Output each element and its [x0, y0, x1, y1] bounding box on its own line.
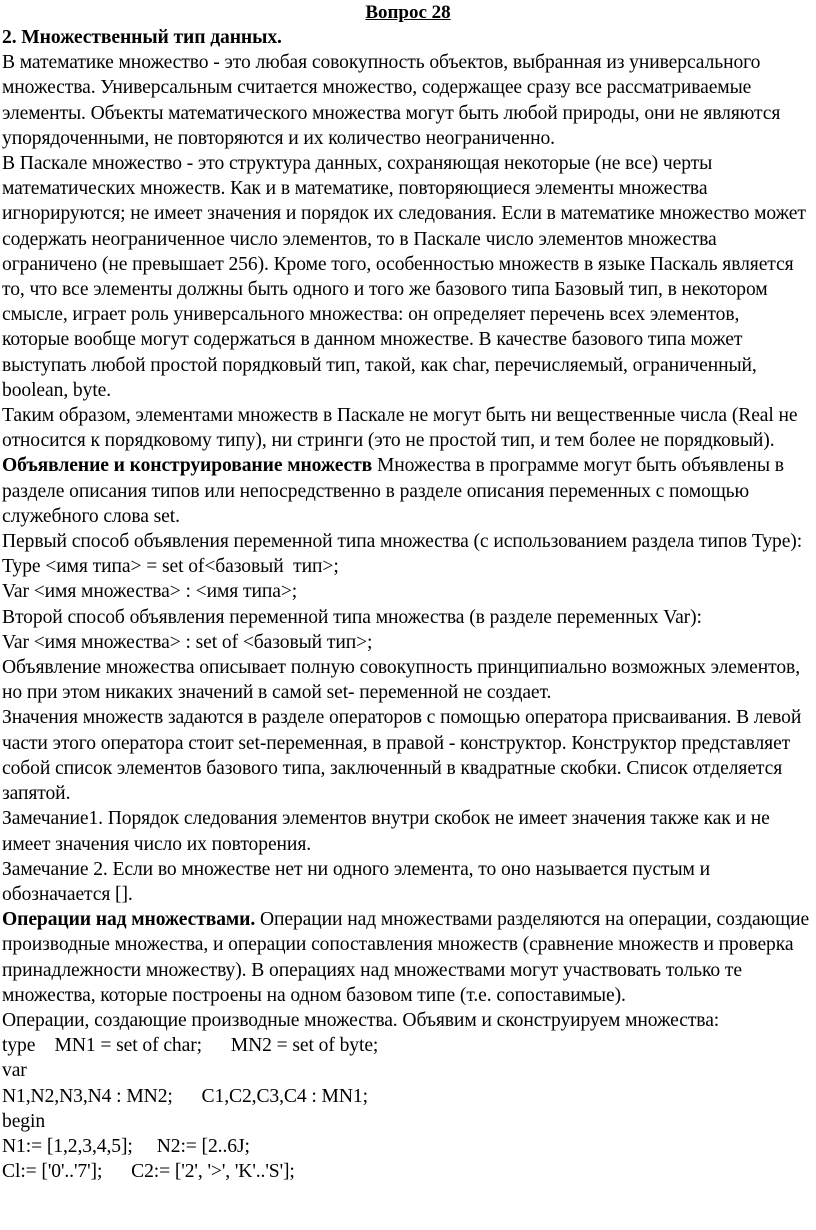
- code-line: N1,N2,N3,N4 : MN2; C1,C2,C3,C4 : MN1;: [2, 1085, 368, 1107]
- code-line: type MN1 = set of char; MN2 = set of byte;: [2, 1035, 379, 1057]
- declaration-heading: Объявление и конструирование множеств: [2, 455, 373, 477]
- code-line: Var <имя множества> : <имя типа>;: [2, 581, 298, 603]
- code-line: Type <имя типа> = set of<базовый тип>;: [2, 556, 339, 578]
- section-heading: 2. Множественный тип данных.: [2, 27, 282, 48]
- document-body: [2, 25, 810, 1184]
- code-line: Var <имя множества> : set of <базовый тип>;: [2, 631, 373, 653]
- declaration-text: Множества в программе могут быть объявлены в разделе описания типов или непосредственно в разделе описания переменных с помощью служебного слова set.: [2, 455, 784, 527]
- paragraph-set-elements: Таким образом, элементами множеств в Паскале не могут быть ни вещественные числа (Real не относится к порядковому типу), ни стринги (это не простой тип, и тем более не порядковый).: [2, 405, 798, 452]
- code-line: N1:= [1,2,3,4,5]; N2:= [2..6J;: [2, 1135, 250, 1157]
- operations-text: Операции над множествами разделяются на операции, создающие производные множества, и операции сопоставления множеств (сравнение множеств и проверка принадлежности множеству). В операциях над множествами могут участвовать только те множества, которые построены на одном базовом типе (т.е. сопоставимые).: [2, 909, 810, 1006]
- page-title: Вопрос 28: [365, 2, 451, 23]
- paragraph-declaration-note: Объявление множества описывает полную совокупность принципиально возможных элементов, но при этом никаких значений в самой set- переменной не создает.: [2, 657, 801, 704]
- operations-heading: Операции над множествами.: [2, 909, 256, 931]
- code-line: Cl:= ['0'..'7']; C2:= ['2', '>', 'K'..'S'];: [2, 1161, 295, 1183]
- paragraph-derived-sets: Операции, создающие производные множества. Объявим и сконструируем множества:: [2, 1009, 720, 1031]
- paragraph-operations: [2, 907, 810, 1008]
- paragraph-first-method: Первый способ объявления переменной типа множества (с использованием раздела типов Type):: [2, 531, 803, 553]
- code-line: begin: [2, 1110, 46, 1132]
- paragraph-second-method: Второй способ объявления переменной типа множества (в разделе переменных Var):: [2, 606, 702, 628]
- paragraph-pascal-set: В Паскале множество - это структура данных, сохраняющая некоторые (не все) черты математических множеств. Как и в математике, повторяющиеся элементы множества игнорируются; не имеет значения и порядок их следования. Если в математике множество может содержать неограниченное число элементов, то в Паскале число элементов множества ограничено (не превышает 256). Кроме того, особенностью множеств в языке Паскаль является то, что все элементы должны быть одного и того же базового типа Базовый тип, в некотором смысле, играет роль универсального множества: он определяет перечень всех элементов, которые вообще могут содержаться в данном множестве. В качестве базового типа может выступать любой простой порядковый тип, такой, как char, перечисляемый, ограниченный, boolean, byte.: [2, 153, 806, 401]
- paragraph-remark-2: Замечание 2. Если во множестве нет ни одного элемента, то оно называется пустым и обозначается [].: [2, 858, 711, 905]
- paragraph-math-set: В математике множество - это любая совокупность объектов, выбранная из универсального множества. Универсальным считается множество, содержащее сразу все рассматриваемые элементы. Объекты математического множества могут быть любой природы, они не являются упорядоченными, не повторяются и их количество неограниченно.: [2, 52, 781, 149]
- paragraph-declaration: [2, 453, 810, 529]
- code-line: var: [2, 1060, 27, 1082]
- paragraph-remark-1: Замечание1. Порядок следования элементов внутри скобок не имеет значения также как и не имеет значения число их повторения.: [2, 808, 770, 855]
- paragraph-set-values: Значения множеств задаются в разделе операторов с помощью оператора присваивания. В левой части этого оператора стоит set-переменная, в правой - конструктор. Конструктор представляет собой список элементов базового типа, заключенный в квадратные скобки. Список отделяется запятой.: [2, 707, 802, 805]
